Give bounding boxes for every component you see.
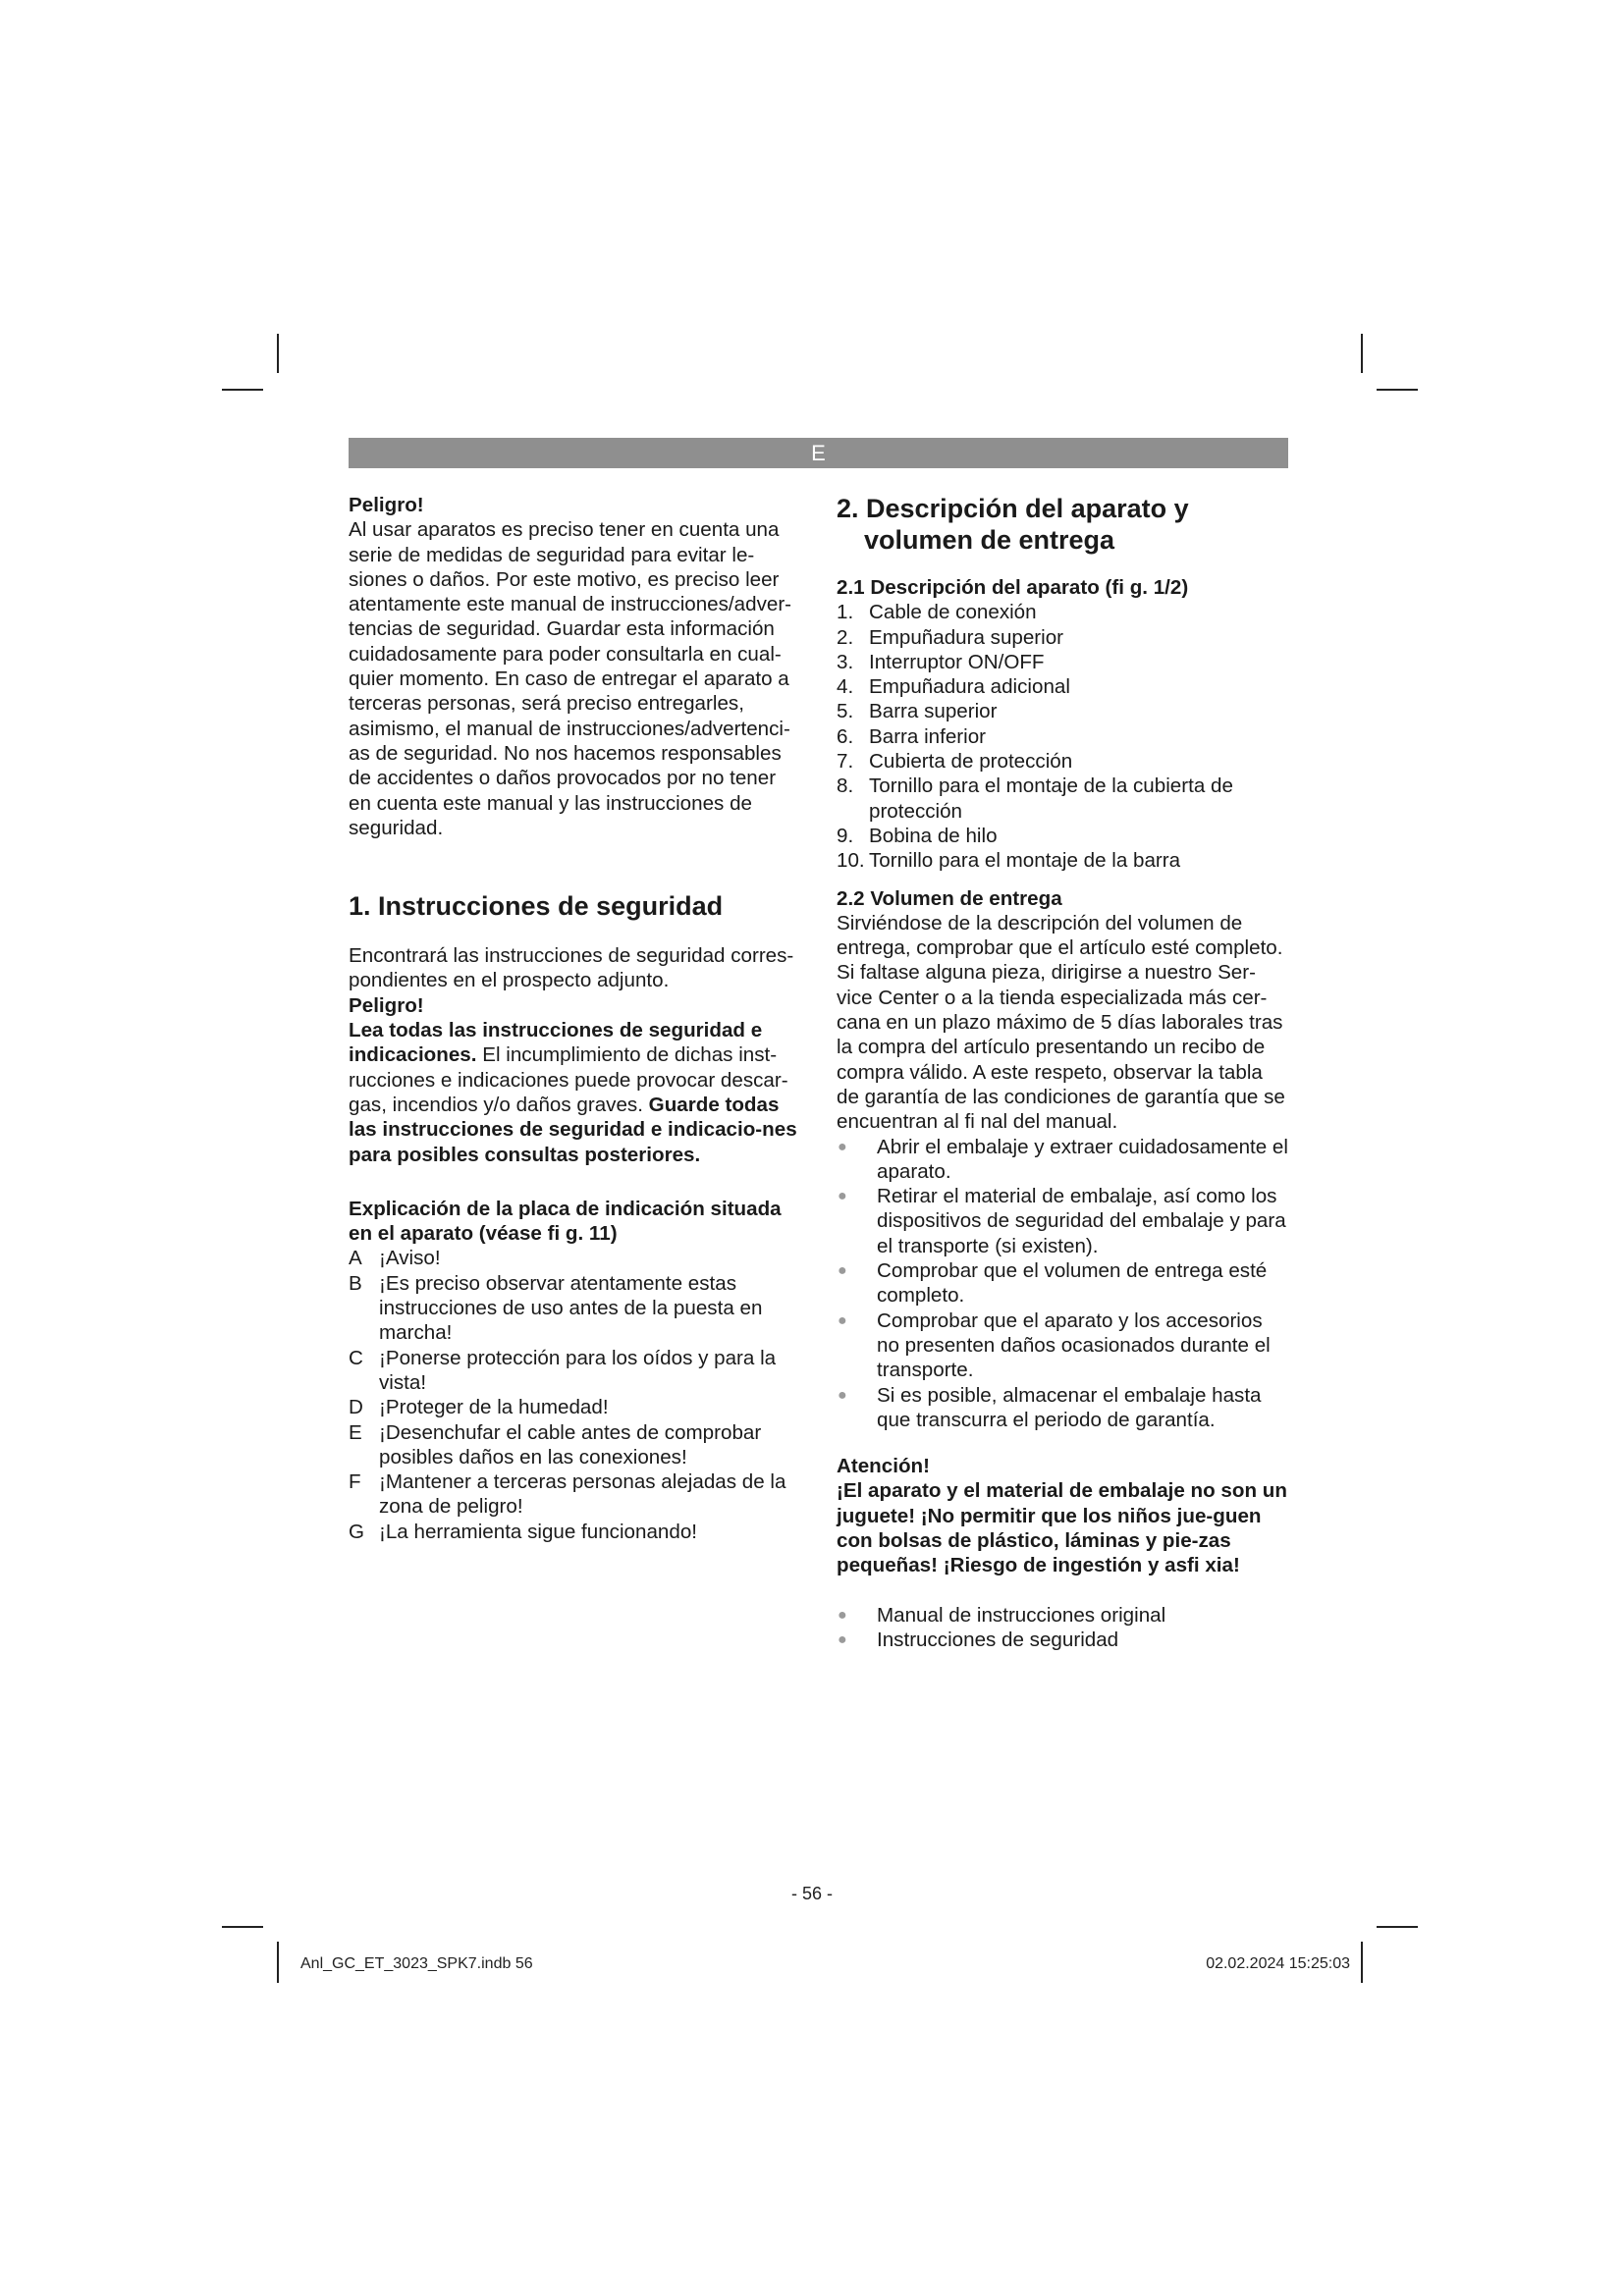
safety-normal: El incumplimiento de dichas inst-rucciones e indicaciones puede provocar descar-gas, incendios y/o daños graves. [349, 1043, 788, 1116]
part-item [837, 848, 1290, 873]
delivery-bullet-item [837, 1184, 1290, 1258]
plate-text: ¡Desenchufar el cable antes de comprobar posibles daños en las conexiones! [379, 1420, 762, 1468]
plate-item [349, 1520, 802, 1544]
danger-title-2: Peligro! [349, 993, 424, 1017]
part-number: 8. [837, 774, 854, 798]
bullet-icon: ● [838, 1262, 847, 1280]
part-number: 2. [837, 625, 854, 649]
plate-letter: B [349, 1271, 362, 1295]
safety-warning-paragraph [349, 1018, 802, 1167]
crop-mark [1361, 334, 1363, 373]
plate-text: ¡Proteger de la humedad! [379, 1396, 609, 1419]
part-text: Tornillo para el montaje de la cubierta de protección [869, 774, 1233, 823]
plate-letter: G [349, 1520, 365, 1543]
bullet-icon: ● [838, 1630, 847, 1648]
page-number: - 56 - [790, 1884, 833, 1903]
section-2-heading [837, 493, 1290, 556]
part-item [837, 724, 1290, 749]
delivery-bullet-item [837, 1135, 1290, 1185]
crop-mark [222, 1926, 263, 1928]
plate-letter: F [349, 1470, 361, 1494]
delivery-bullet-item [837, 1308, 1290, 1383]
plate-letter: C [349, 1346, 363, 1369]
part-item [837, 600, 1290, 624]
plate-text: ¡Ponerse protección para los oídos y para la vista! [379, 1346, 777, 1394]
part-item [837, 699, 1290, 723]
safety-bold-2: Guarde todas las instrucciones de seguridad e indicacio-nes para posibles consultas posteriores. [349, 1093, 797, 1166]
language-code: E [811, 441, 826, 465]
plate-text: ¡Aviso! [379, 1247, 441, 1270]
plate-text: ¡Es preciso observar atentamente estas instrucciones de uso antes de la puesta en marcha! [379, 1271, 763, 1345]
part-text: Barra inferior [869, 724, 987, 748]
delivery-bullet-text: Comprobar que el aparato y los accesorios no presenten daños ocasionados durante el transporte. [877, 1308, 1271, 1382]
plate-item [349, 1469, 802, 1520]
plate-text: ¡Mantener a terceras personas alejadas de la zona de peligro! [379, 1470, 786, 1519]
delivery-bullet-text: Si es posible, almacenar el embalaje hasta que transcurra el periodo de garantía. [877, 1383, 1262, 1431]
footer-date: 02.02.2024 15:25:03 [1206, 1955, 1350, 1972]
part-number: 4. [837, 675, 854, 699]
part-text: Interruptor ON/OFF [869, 650, 1045, 673]
part-item [837, 625, 1290, 650]
delivery-bullet-text: Retirar el material de embalaje, así como los dispositivos de seguridad del embalaje y para el transporte (si existen). [877, 1185, 1286, 1257]
extras-list [837, 1603, 1290, 1653]
crop-mark [277, 334, 279, 373]
plate-list [349, 1246, 802, 1544]
delivery-heading: 2.2 Volumen de entrega [837, 886, 1062, 910]
safety-bold-1: Lea todas las instrucciones de seguridad e indicaciones. [349, 1019, 763, 1067]
crop-mark [1377, 389, 1418, 391]
footer-file: Anl_GC_ET_3023_SPK7.indb 56 [300, 1955, 533, 1972]
extras-item [837, 1628, 1290, 1652]
part-item [837, 749, 1290, 774]
bullet-icon: ● [838, 1606, 847, 1624]
part-number: 3. [837, 650, 854, 673]
part-text: Tornillo para el montaje de la barra [869, 849, 1181, 873]
plate-letter: A [349, 1247, 362, 1270]
part-text: Cable de conexión [869, 601, 1037, 624]
crop-mark [1377, 1926, 1418, 1928]
part-text: Empuñadura adicional [869, 675, 1070, 699]
plate-letter: D [349, 1396, 363, 1419]
description-heading: 2.1 Descripción del aparato (fi g. 1/2) [837, 576, 1189, 599]
section-1-heading: 1. Instrucciones de seguridad [349, 891, 724, 922]
part-number: 7. [837, 750, 854, 774]
part-text: Barra superior [869, 700, 998, 723]
part-item [837, 674, 1290, 699]
parts-list [837, 600, 1290, 873]
danger-intro-text: Al usar aparatos es preciso tener en cuenta una serie de medidas de seguridad para evitar le-siones o daños. Por este motivo, es preciso leer atentamente este manual de instrucciones/adver-tencias de seguridad. Guardar esta información cuidadosamente para poder consultarla en cual-quier momento. En caso de entregar el aparato a terceras personas, será preciso entregarles, asimismo, el manual de instrucciones/advertenci-as de seguridad. No nos hacemos responsables de accidentes o daños provocados por no tener en cuenta este manual y las instrucciones de seguridad. [349, 518, 792, 839]
part-item [837, 650, 1290, 674]
bullet-icon: ● [838, 1311, 847, 1329]
plate-item [349, 1395, 802, 1419]
section-2-heading-line-2: volumen de entrega [864, 525, 1115, 555]
part-text: Cubierta de protección [869, 750, 1073, 774]
plate-item [349, 1246, 802, 1270]
part-item [837, 824, 1290, 848]
part-item [837, 774, 1290, 824]
delivery-bullet-item [837, 1258, 1290, 1308]
safety-intro-text: Encontrará las instrucciones de seguridad corres-pondientes en el prospecto adjunto. [349, 944, 794, 992]
crop-mark [1361, 1942, 1363, 1983]
plate-item [349, 1420, 802, 1470]
bullet-icon: ● [838, 1188, 847, 1205]
extras-text: Manual de instrucciones original [877, 1603, 1166, 1627]
part-text: Empuñadura superior [869, 625, 1064, 649]
right-column [837, 493, 1290, 1652]
plate-item [349, 1271, 802, 1346]
section-2-heading-line-1: 2. Descripción del aparato y [837, 494, 1189, 523]
bullet-icon: ● [838, 1138, 847, 1155]
attention-title: Atención! [837, 1455, 930, 1478]
part-number: 5. [837, 700, 854, 723]
delivery-bullets [837, 1135, 1290, 1433]
plate-letter: E [349, 1420, 362, 1444]
attention-text: ¡El aparato y el material de embalaje no son un juguete! ¡No permitir que los niños jue-guen con bolsas de plástico, láminas y pie-zas pequeñas! ¡Riesgo de ingestión y asfi xia! [837, 1479, 1287, 1577]
delivery-bullet-text: Abrir el embalaje y extraer cuidadosamente el aparato. [877, 1135, 1288, 1183]
part-number: 1. [837, 601, 854, 624]
danger-title: Peligro! [349, 494, 424, 516]
part-number: 10. [837, 849, 865, 873]
extras-item [837, 1603, 1290, 1628]
delivery-bullet-text: Comprobar que el volumen de entrega esté completo. [877, 1259, 1268, 1308]
extras-text: Instrucciones de seguridad [877, 1628, 1119, 1651]
crop-mark [277, 1942, 279, 1983]
plate-text: ¡La herramienta sigue funcionando! [379, 1520, 697, 1543]
part-text: Bobina de hilo [869, 824, 998, 847]
part-number: 9. [837, 824, 854, 847]
plate-heading: Explicación de la placa de indicación situada en el aparato (véase fi g. 11) [349, 1197, 782, 1246]
plate-item [349, 1346, 802, 1396]
part-number: 6. [837, 724, 854, 748]
delivery-bullet-item [837, 1383, 1290, 1433]
bullet-icon: ● [838, 1386, 847, 1404]
crop-mark [222, 389, 263, 391]
delivery-text: Sirviéndose de la descripción del volumen de entrega, comprobar que el artículo esté completo. Si faltase alguna pieza, dirigirse a nuestro Ser-vice Center o a la tienda especializada más cer-cana en un plazo máximo de 5 días laborales tras la compra del artículo presentando un recibo de compra válido. A este respeto, observar la tabla de garantía de las condiciones de garantía que se encuentran al fi nal del manual. [837, 911, 1285, 1134]
left-column [349, 493, 802, 1544]
language-header-bar [349, 438, 1288, 468]
